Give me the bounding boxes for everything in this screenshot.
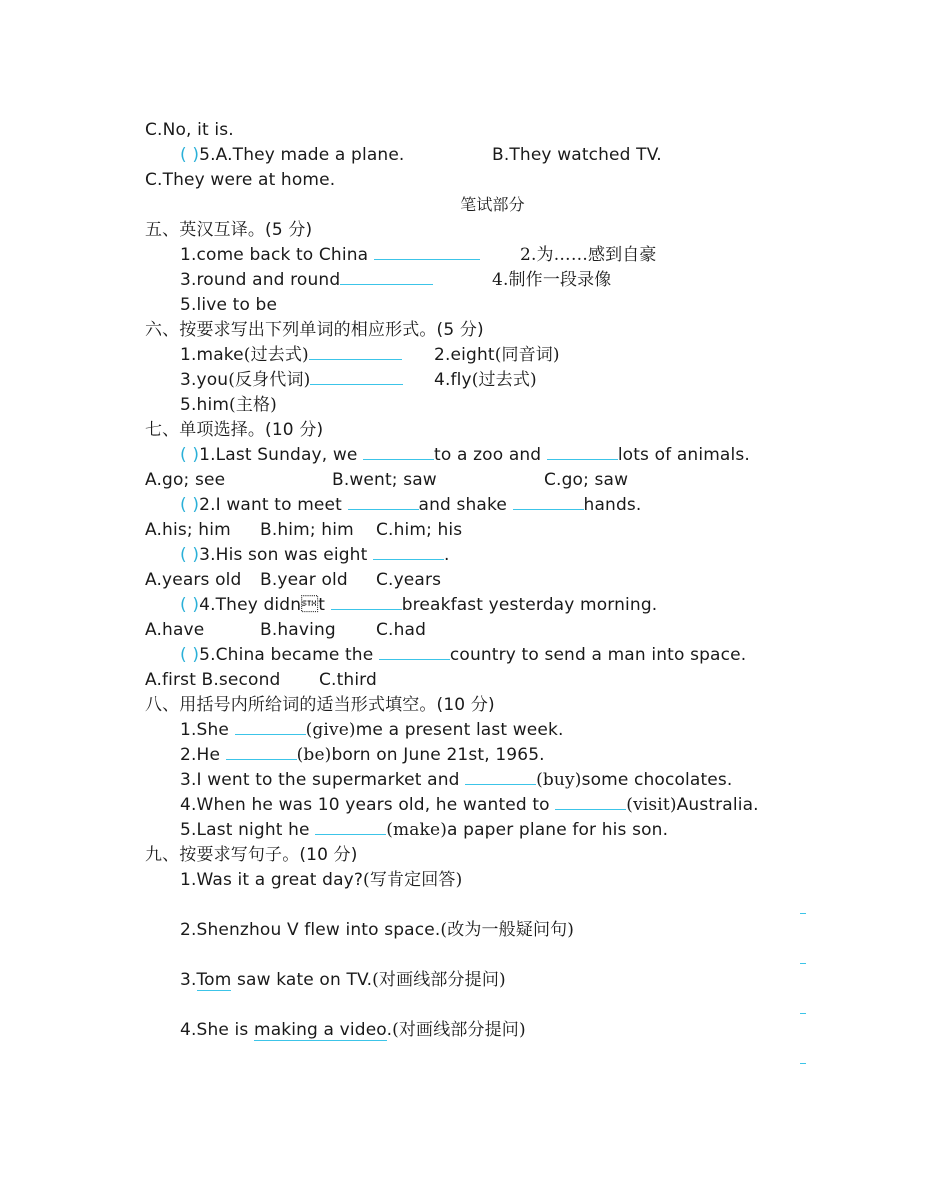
s5-item3: 3.round and round — [180, 270, 433, 290]
answer-paren[interactable]: ( ) — [180, 595, 200, 615]
s9-item3: 3.Tom saw kate on TV.(对画线部分提问) — [180, 970, 506, 990]
s7-q1-option-a: A.go; see — [145, 470, 226, 490]
q5-option-b: B.They watched TV. — [492, 145, 662, 165]
q5-option-c: C.They were at home. — [145, 170, 336, 190]
answer-blank[interactable] — [340, 270, 433, 285]
answer-blank[interactable] — [235, 720, 306, 735]
section6-heading: 六、按要求写出下列单词的相应形式。(5 分) — [145, 320, 484, 340]
s6-item3: 3.you(反身代词) — [180, 370, 403, 390]
answer-blank[interactable] — [513, 495, 584, 510]
s7-q1-option-b: B.went; saw — [332, 470, 437, 490]
s8-item4: 4.When he was 10 years old, he wanted to (visit)Australia. — [180, 795, 759, 815]
answer-blank[interactable] — [547, 445, 618, 460]
answer-line-end[interactable] — [800, 1063, 806, 1064]
s7-q2-option-c: C.him; his — [376, 520, 463, 540]
s7-q3-option-a: A.years old — [145, 570, 242, 590]
s7-q5-option-c: C.third — [319, 670, 377, 690]
answer-blank[interactable] — [348, 495, 419, 510]
s8-item2: 2.He (be)born on June 21st, 1965. — [180, 745, 545, 765]
answer-blank[interactable] — [555, 795, 626, 810]
answer-paren[interactable]: ( ) — [180, 545, 200, 565]
answer-paren[interactable]: ( ) — [180, 645, 200, 665]
section9-heading: 九、按要求写句子。(10 分) — [145, 845, 358, 865]
answer-blank[interactable] — [310, 370, 403, 385]
s9-item4: 4.She is making a video.(对画线部分提问) — [180, 1020, 526, 1040]
s7-q1-option-c: C.go; saw — [544, 470, 629, 490]
s7-q2-option-b: B.him; him — [260, 520, 354, 540]
answer-line-end[interactable] — [800, 1013, 806, 1014]
listening-q5: ( )5.A.They made a plane. — [180, 145, 405, 165]
answer-blank[interactable] — [379, 645, 450, 660]
answer-blank[interactable] — [373, 545, 444, 560]
s8-item1: 1.She (give)me a present last week. — [180, 720, 564, 740]
s9-item1: 1.Was it a great day?(写肯定回答) — [180, 870, 463, 890]
s6-item2: 2.eight(同音词) — [434, 345, 560, 365]
answer-paren[interactable]: ( ) — [180, 495, 200, 515]
answer-blank[interactable] — [374, 245, 480, 260]
s5-item2: 2.为……感到自豪 — [520, 245, 657, 265]
s7-question4: ( )4.They didnt breakfast yesterday morning. — [180, 595, 658, 615]
s7-question2: ( )2.I want to meet and shake hands. — [180, 495, 642, 515]
s5-item5: 5.live to be — [180, 295, 278, 315]
s7-question1: ( )1.Last Sunday, we to a zoo and lots of animals. — [180, 445, 750, 465]
s7-q3-option-c: C.years — [376, 570, 442, 590]
s7-q2-option-a: A.his; him — [145, 520, 231, 540]
answer-blank[interactable] — [315, 820, 386, 835]
s6-item4: 4.fly(过去式) — [434, 370, 537, 390]
answer-line-end[interactable] — [800, 963, 806, 964]
answer-blank[interactable] — [465, 770, 536, 785]
q4-option-c: C.No, it is. — [145, 120, 234, 140]
answer-paren[interactable]: ( ) — [180, 145, 200, 165]
s7-q3-option-b: B.year old — [260, 570, 348, 590]
underlined-phrase: making a video — [253, 1020, 387, 1040]
s5-item4: 4.制作一段录像 — [492, 270, 612, 290]
answer-blank[interactable] — [309, 345, 402, 360]
answer-line-end[interactable] — [800, 913, 806, 914]
answer-blank[interactable] — [226, 745, 297, 760]
s8-item3: 3.I went to the supermarket and (buy)some chocolates. — [180, 770, 733, 790]
s5-item1: 1.come back to China — [180, 245, 480, 265]
s7-q4-option-b: B.having — [260, 620, 336, 640]
section5-heading: 五、英汉互译。(5 分) — [145, 220, 313, 240]
s7-question5: ( )5.China became the country to send a man into space. — [180, 645, 747, 665]
s7-question3: ( )3.His son was eight . — [180, 545, 450, 565]
section8-heading: 八、用括号内所给词的适当形式填空。(10 分) — [145, 695, 495, 715]
s9-item2: 2.Shenzhou V flew into space.(改为一般疑问句) — [180, 920, 575, 940]
s7-q5-option-ab: A.first B.second — [145, 670, 281, 690]
s7-q4-option-c: C.had — [376, 620, 427, 640]
s6-item1: 1.make(过去式) — [180, 345, 402, 365]
underlined-word: Tom — [196, 970, 232, 990]
s6-item5: 5.him(主格) — [180, 395, 277, 415]
written-section-title: 笔试部分 — [460, 195, 525, 214]
s7-q4-option-a: A.have — [145, 620, 205, 640]
answer-blank[interactable] — [331, 595, 402, 610]
answer-blank[interactable] — [363, 445, 434, 460]
section7-heading: 七、单项选择。(10 分) — [145, 420, 324, 440]
answer-paren[interactable]: ( ) — [180, 445, 200, 465]
s8-item5: 5.Last night he (make)a paper plane for his son. — [180, 820, 669, 840]
